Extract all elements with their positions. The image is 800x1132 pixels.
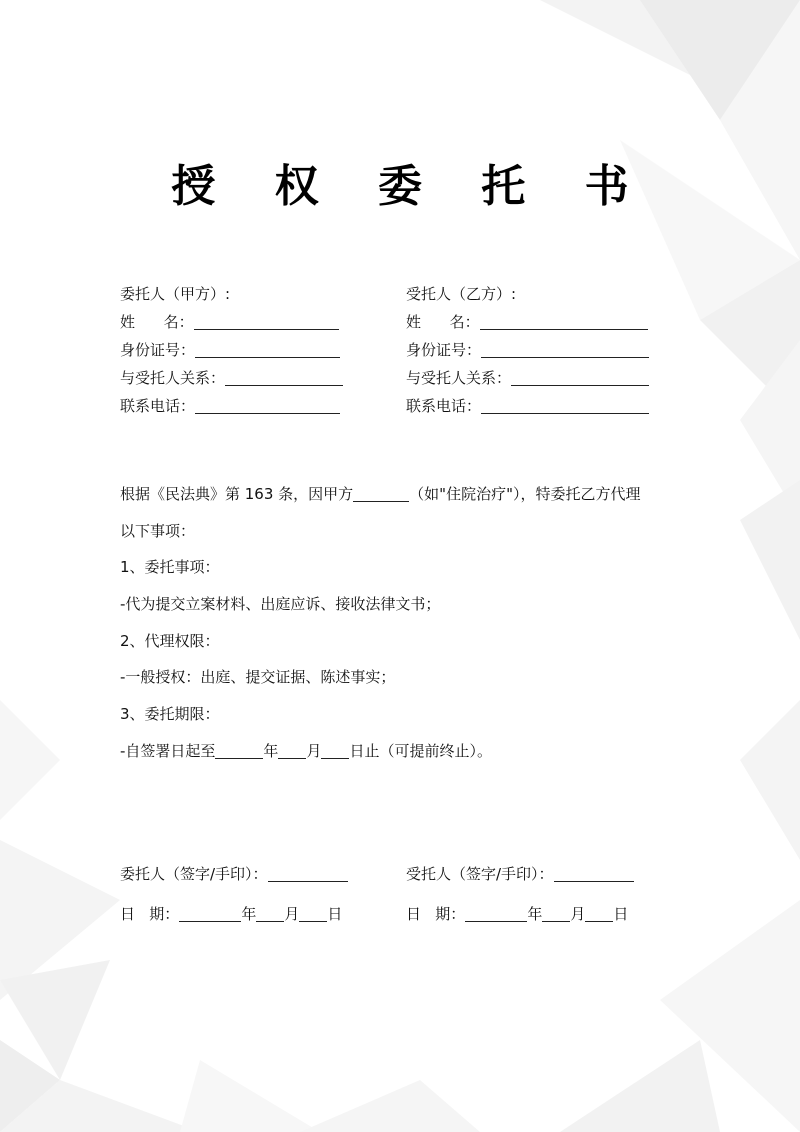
- agent-relation-field[interactable]: [511, 369, 649, 386]
- agent-signature-block: [406, 864, 634, 944]
- agent-year-label: 年: [527, 905, 543, 923]
- principal-month-label: 月: [284, 905, 300, 923]
- principal-id-field[interactable]: [195, 341, 340, 358]
- agent-section: [406, 284, 649, 424]
- principal-signature-field[interactable]: [268, 865, 348, 882]
- item2-detail: -一般授权：出庭、提交证据、陈述事实；: [120, 668, 396, 687]
- agent-signature-label: 受托人（签字/手印）：: [406, 865, 554, 883]
- agent-date-label: 日 期：: [406, 905, 466, 923]
- agent-date-day-field[interactable]: [585, 905, 613, 922]
- item1-title: 1、委托事项：: [120, 558, 220, 577]
- principal-name-label: 姓 名：: [120, 313, 194, 331]
- principal-relation-field[interactable]: [225, 369, 343, 386]
- principal-phone-field[interactable]: [195, 397, 340, 414]
- item3-start: -自签署日起至: [120, 741, 216, 760]
- item3-end: 日止（可提前终止）。: [349, 741, 492, 760]
- item1-detail: -代为提交立案材料、出庭应诉、接收法律文书；: [120, 595, 441, 614]
- document-title: 授 权 委 托 书: [171, 161, 651, 212]
- agent-signature-field[interactable]: [554, 865, 634, 882]
- agent-name-field[interactable]: [480, 313, 648, 330]
- principal-signature-label: 委托人（签字/手印）：: [120, 865, 268, 883]
- body-line1-end: （如"住院治疗"），特委托乙方代理: [409, 485, 641, 503]
- item3-year-label: 年: [263, 741, 279, 760]
- agent-relation-label: 与受托人关系：: [406, 369, 512, 387]
- principal-phone-label: 联系电话：: [120, 397, 196, 415]
- agent-id-label: 身份证号：: [406, 341, 482, 359]
- principal-heading: 委托人（甲方）:: [120, 285, 231, 303]
- agent-date-month-field[interactable]: [542, 905, 570, 922]
- body-line2: 以下事项：: [120, 521, 196, 540]
- principal-signature-block: [120, 864, 348, 944]
- agent-name-label: 姓 名：: [406, 313, 480, 331]
- reason-field[interactable]: [353, 485, 409, 502]
- principal-relation-label: 与受托人关系：: [120, 369, 226, 387]
- term-day-field[interactable]: [321, 742, 349, 759]
- principal-date-year-field[interactable]: [179, 905, 241, 922]
- principal-day-label: 日: [327, 905, 343, 923]
- item2-title: 2、代理权限：: [120, 631, 220, 650]
- agent-month-label: 月: [570, 905, 586, 923]
- agent-phone-label: 联系电话：: [406, 397, 482, 415]
- agent-heading: 受托人（乙方）:: [406, 285, 517, 303]
- document-body: [120, 484, 700, 778]
- principal-id-label: 身份证号：: [120, 341, 196, 359]
- agent-day-label: 日: [613, 905, 629, 923]
- body-line1-start: 根据《民法典》第 163 条，因甲方: [120, 485, 354, 503]
- agent-phone-field[interactable]: [481, 397, 649, 414]
- principal-date-label: 日 期：: [120, 905, 180, 923]
- agent-id-field[interactable]: [481, 341, 649, 358]
- term-year-field[interactable]: [215, 742, 263, 759]
- item3-month-label: 月: [306, 741, 322, 760]
- body-paragraph: [120, 484, 700, 521]
- principal-date-month-field[interactable]: [256, 905, 284, 922]
- principal-name-field[interactable]: [194, 313, 339, 330]
- term-month-field[interactable]: [278, 742, 306, 759]
- principal-section: [120, 284, 343, 424]
- principal-date-day-field[interactable]: [299, 905, 327, 922]
- principal-year-label: 年: [241, 905, 257, 923]
- item3-title: 3、委托期限：: [120, 705, 220, 724]
- agent-date-year-field[interactable]: [465, 905, 527, 922]
